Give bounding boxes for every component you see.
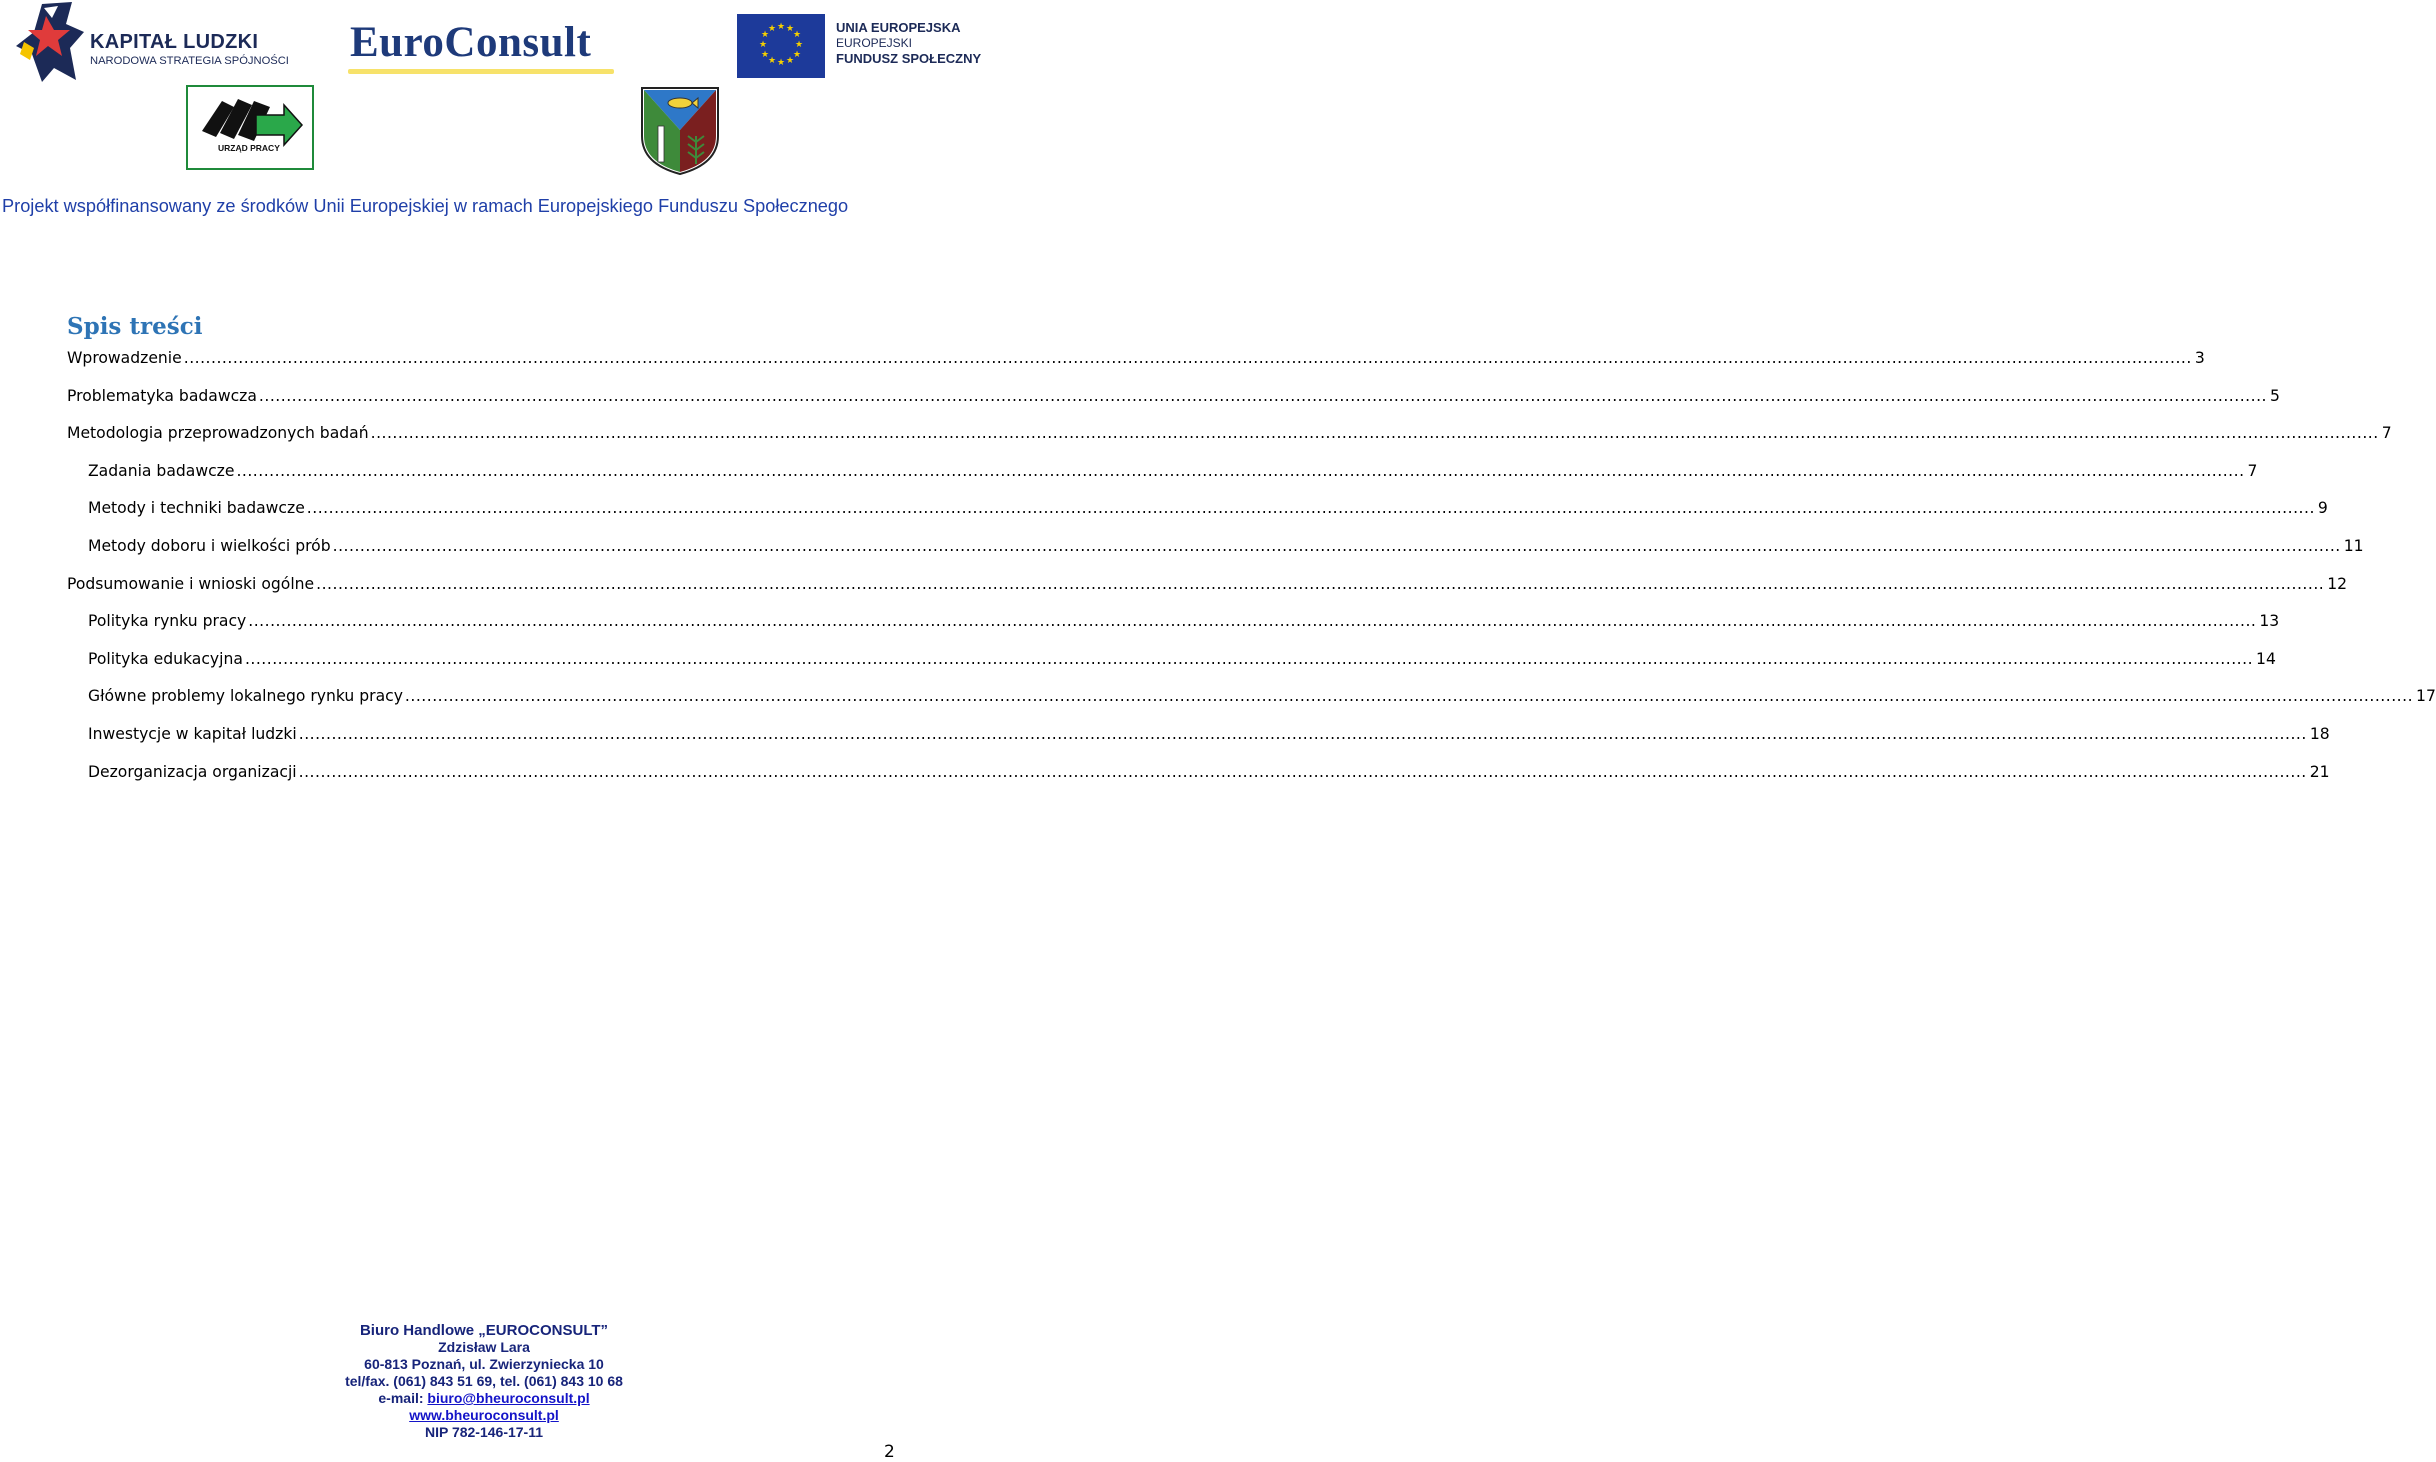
toc-dot-leader <box>248 612 2256 630</box>
svg-text:★: ★ <box>794 40 804 50</box>
page-number: 2 <box>884 1442 895 1462</box>
toc-entry[interactable] <box>88 650 2276 674</box>
urzad-pracy-logo <box>186 85 316 171</box>
svg-text:★: ★ <box>758 40 768 50</box>
toc-entry-page: 17 <box>2416 687 2436 705</box>
urzad-pracy-label: URZĄD PRACY <box>218 143 280 153</box>
toc-heading: Spis treści <box>67 313 203 340</box>
toc-entry[interactable] <box>88 462 2258 486</box>
toc-entry-label: Dezorganizacja organizacji <box>88 763 297 781</box>
toc-entry-page: 14 <box>2256 650 2276 668</box>
toc-entry[interactable] <box>88 612 2280 636</box>
toc-dot-leader <box>245 650 2253 668</box>
svg-text:★: ★ <box>776 22 786 32</box>
toc-entry-page: 5 <box>2270 387 2280 405</box>
toc-entry-label: Metody i techniki badawcze <box>88 499 305 517</box>
project-funding-line: Projekt współfinansowany ze środków Unii Europejskiej w ramach Europejskiego Funduszu Społecznego <box>2 196 849 216</box>
toc-entry-label: Problematyka badawcza <box>67 387 257 405</box>
toc-entry-page: 13 <box>2259 612 2280 630</box>
toc-entry-page: 12 <box>2327 575 2348 593</box>
toc-entry-page: 3 <box>2194 349 2205 367</box>
eu-line-2: EUROPEJSKI <box>836 36 913 50</box>
toc-dot-leader <box>184 349 2192 367</box>
kapital-ludzki-subtitle: NARODOWA STRATEGIA SPÓJNOŚCI <box>90 55 289 67</box>
eu-fund-text <box>836 20 981 67</box>
toc-dot-leader <box>259 387 2267 405</box>
toc-entry-page: 7 <box>2247 462 2258 480</box>
svg-text:★: ★ <box>792 50 802 60</box>
svg-text:★: ★ <box>767 24 777 34</box>
toc-entry-label: Podsumowanie i wnioski ogólne <box>67 575 315 593</box>
svg-text:★: ★ <box>760 30 770 40</box>
footer-email-label: e-mail: <box>378 1390 424 1406</box>
toc-entry[interactable] <box>67 575 2348 599</box>
svg-text:★: ★ <box>785 24 795 34</box>
kapital-ludzki-logo <box>14 2 304 84</box>
footer-contact <box>0 1322 968 1441</box>
footer-website-link[interactable]: www.bheuroconsult.pl <box>409 1407 559 1423</box>
toc-entry-page: 21 <box>2309 763 2330 781</box>
toc-dot-leader <box>236 462 2244 480</box>
toc-entry[interactable] <box>67 424 2392 448</box>
eu-flag-icon <box>737 14 825 78</box>
toc-entry-label: Inwestycje w kapitał ludzki <box>88 725 297 743</box>
toc-entry-label: Metodologia przeprowadzonych badań <box>67 424 369 442</box>
toc-entry[interactable] <box>88 499 2328 523</box>
svg-text:★: ★ <box>767 56 777 66</box>
toc-entry-label: Główne problemy lokalnego rynku pracy <box>88 687 403 705</box>
toc-dot-leader <box>316 575 2324 593</box>
euroconsult-logo: EuroConsult <box>350 19 592 66</box>
toc-entry-page: 11 <box>2343 537 2364 555</box>
footer-company: Biuro Handlowe „EUROCONSULT” <box>359 1322 609 1339</box>
footer-address: 60-813 Poznań, ul. Zwierzyniecka 10 <box>364 1356 604 1372</box>
toc-entry-page: 18 <box>2309 725 2330 743</box>
footer-nip: NIP 782-146-17-11 <box>424 1424 544 1440</box>
toc-entry-page: 9 <box>2317 499 2328 517</box>
kapital-ludzki-title: KAPITAŁ LUDZKI <box>90 31 259 53</box>
toc-dot-leader <box>333 537 2341 555</box>
svg-text:★: ★ <box>785 56 795 66</box>
toc-entry[interactable] <box>88 725 2330 749</box>
svg-text:★: ★ <box>776 58 786 68</box>
footer-email-row <box>0 1390 968 1407</box>
toc-entry-label: Wprowadzenie <box>67 349 182 367</box>
toc-entry-label: Polityka rynku pracy <box>88 612 247 630</box>
svg-text:★: ★ <box>760 50 770 60</box>
toc-entry-label: Polityka edukacyjna <box>88 650 243 668</box>
toc-entry-label: Metody doboru i wielkości prób <box>88 537 331 555</box>
toc-dot-leader <box>307 499 2315 517</box>
toc-entry[interactable] <box>88 537 2364 561</box>
toc-dot-leader <box>299 763 2307 781</box>
toc-entry[interactable] <box>88 687 2436 711</box>
kapital-ludzki-star-icon <box>14 2 94 84</box>
svg-text:★: ★ <box>792 30 802 40</box>
footer-email-link[interactable]: biuro@bheuroconsult.pl <box>427 1390 590 1406</box>
municipal-crest-icon <box>640 86 720 176</box>
toc-dot-leader <box>371 424 2379 442</box>
eu-line-3: FUNDUSZ SPOŁECZNY <box>836 51 982 66</box>
footer-owner: Zdzisław Lara <box>438 1339 530 1355</box>
toc-dot-leader <box>405 687 2413 705</box>
toc-entry-page: 7 <box>2381 424 2392 442</box>
euroconsult-underline <box>348 69 614 74</box>
eu-line-1: UNIA EUROPEJSKA <box>836 20 961 35</box>
footer-phone: tel/fax. (061) 843 51 69, tel. (061) 843 10 68 <box>345 1373 623 1389</box>
toc-entry[interactable] <box>67 349 2205 373</box>
toc-entry-label: Zadania badawcze <box>88 462 235 480</box>
toc-entry[interactable] <box>88 763 2330 787</box>
toc-entry[interactable] <box>67 387 2280 411</box>
toc-dot-leader <box>299 725 2307 743</box>
